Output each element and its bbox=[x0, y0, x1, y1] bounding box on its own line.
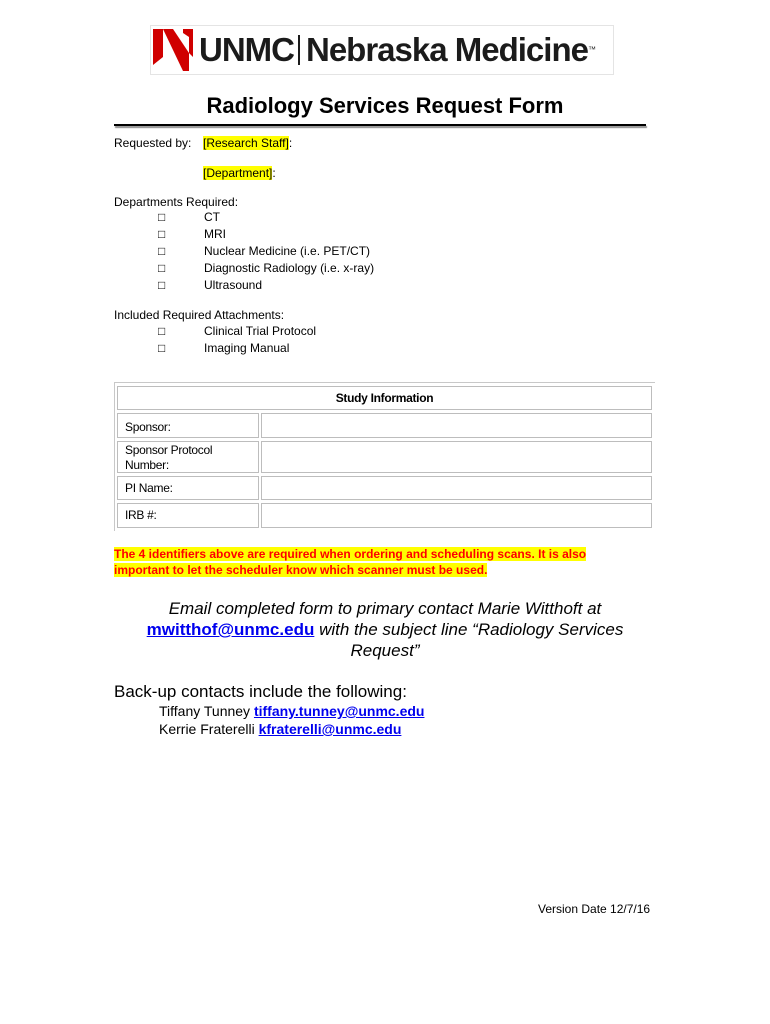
irb-number-label: IRB #: bbox=[117, 503, 259, 528]
sponsor-protocol-number-label: Sponsor Protocol Number: bbox=[117, 441, 259, 473]
research-staff-placeholder: [Research Staff] bbox=[203, 136, 289, 150]
checkbox-diagnostic-radiology[interactable]: □ bbox=[158, 261, 166, 275]
email-instructions bbox=[120, 598, 650, 661]
identifiers-warning bbox=[114, 546, 644, 578]
backup-contact-email-link[interactable]: kfraterelli@unmc.edu bbox=[258, 721, 402, 737]
logo-brand-right: Nebraska Medicine bbox=[305, 31, 588, 68]
option-imaging-manual: Imaging Manual bbox=[204, 341, 290, 355]
departments-required-label: Departments Required: bbox=[114, 195, 239, 209]
pi-name-input[interactable] bbox=[261, 476, 652, 500]
page-title: Radiology Services Request Form bbox=[206, 93, 564, 118]
option-diagnostic-radiology: Diagnostic Radiology (i.e. x-ray) bbox=[204, 261, 375, 275]
logo-divider bbox=[298, 35, 300, 65]
irb-number-input[interactable] bbox=[261, 503, 652, 528]
email-instructions-after: with the subject line “Radiology Services Request” bbox=[319, 620, 624, 660]
warning-text: The 4 identifiers above are required when ordering and scheduling scans. It is also important to let the scheduler know which scanner must be used. bbox=[114, 547, 587, 577]
requested-department-field[interactable]: [Department]: bbox=[203, 166, 276, 180]
checkbox-imaging-manual[interactable]: □ bbox=[158, 341, 166, 355]
requested-by-label: Requested by: bbox=[114, 136, 192, 150]
version-date: Version Date 12/7/16 bbox=[538, 902, 651, 916]
option-clinical-trial-protocol: Clinical Trial Protocol bbox=[204, 324, 317, 338]
title-underline bbox=[114, 124, 646, 126]
checkbox-mri[interactable]: □ bbox=[158, 227, 166, 241]
checkbox-nuclear-medicine[interactable]: □ bbox=[158, 244, 166, 258]
logo-trademark: ™ bbox=[587, 45, 595, 54]
backup-contact-name: Kerrie Fraterelli bbox=[159, 721, 255, 737]
email-instructions-before: Email completed form to primary contact Marie Witthoft at bbox=[168, 599, 602, 618]
logo-brand-left: UNMC bbox=[199, 31, 294, 68]
study-information-header: Study Information bbox=[117, 386, 652, 410]
checkbox-ct[interactable]: □ bbox=[158, 210, 166, 224]
checkbox-clinical-trial-protocol[interactable]: □ bbox=[158, 324, 166, 338]
backup-contact-name: Tiffany Tunney bbox=[159, 703, 251, 719]
department-placeholder: [Department] bbox=[203, 166, 273, 180]
option-mri: MRI bbox=[204, 227, 226, 241]
backup-contacts-heading: Back-up contacts include the following: bbox=[114, 682, 407, 701]
backup-contact-email-link[interactable]: tiffany.tunney@unmc.edu bbox=[253, 703, 425, 719]
logo-wordmark bbox=[199, 32, 595, 68]
backup-contact bbox=[159, 720, 401, 738]
logo bbox=[150, 25, 614, 75]
option-nuclear-medicine: Nuclear Medicine (i.e. PET/CT) bbox=[204, 244, 371, 258]
sponsor-input[interactable] bbox=[261, 413, 652, 438]
backup-contact bbox=[159, 702, 424, 720]
option-ct: CT bbox=[204, 210, 220, 224]
option-ultrasound: Ultrasound bbox=[204, 278, 263, 292]
sponsor-protocol-number-input[interactable] bbox=[261, 441, 652, 473]
primary-contact-email-link[interactable]: mwitthof@unmc.edu bbox=[146, 620, 315, 639]
attachments-label: Included Required Attachments: bbox=[114, 308, 285, 322]
unmc-n-logo-icon bbox=[153, 27, 193, 73]
sponsor-label: Sponsor: bbox=[117, 413, 259, 438]
requested-staff-field[interactable]: [Research Staff]: bbox=[203, 136, 293, 150]
pi-name-label: PI Name: bbox=[117, 476, 259, 500]
checkbox-ultrasound[interactable]: □ bbox=[158, 278, 166, 292]
